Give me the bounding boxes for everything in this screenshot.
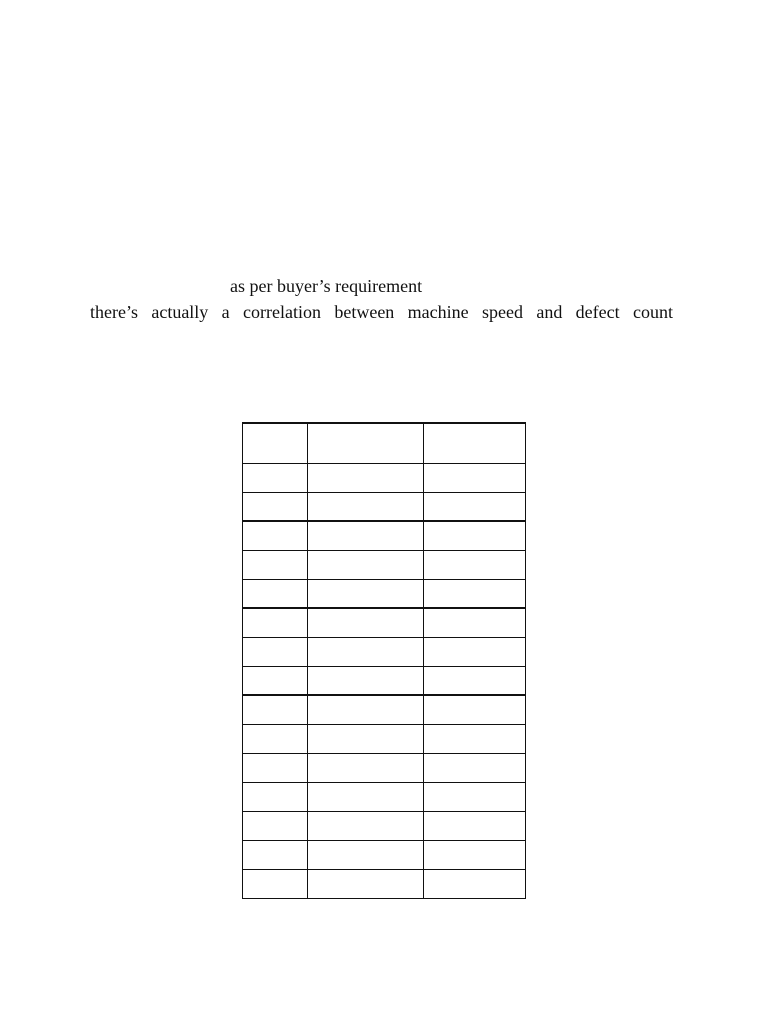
table-row [243,869,526,898]
table-cell [243,608,308,637]
table-cell [243,550,308,579]
table-row [243,811,526,840]
table-cell [308,840,424,869]
table-cell [308,724,424,753]
table-cell [308,811,424,840]
table-cell [308,423,424,463]
table-cell [308,521,424,550]
table-cell [308,666,424,695]
table-cell [424,753,526,782]
table-cell [243,753,308,782]
table-cell [424,637,526,666]
table-cell [243,811,308,840]
table-cell [243,579,308,608]
table-cell [308,695,424,724]
table-cell [424,666,526,695]
table-cell [243,724,308,753]
table-cell [424,423,526,463]
table-cell [424,463,526,492]
table-cell [424,579,526,608]
table-cell [308,753,424,782]
table-row [243,695,526,724]
table-cell [424,782,526,811]
table-row [243,753,526,782]
table-cell [424,550,526,579]
table-row [243,550,526,579]
table-row [243,579,526,608]
table-cell [308,608,424,637]
table-row [243,463,526,492]
table-row [243,782,526,811]
table-cell [308,492,424,521]
table-cell [308,782,424,811]
table-cell [243,423,308,463]
table-cell [424,869,526,898]
table-cell [308,463,424,492]
text-line-correlation: there’s actually a correlation between machine speed and defect count [90,302,673,322]
table-cell [308,550,424,579]
table-cell [424,724,526,753]
table-row [243,492,526,521]
table-cell [243,492,308,521]
table-row [243,423,526,463]
empty-table [242,422,526,899]
table-cell [243,840,308,869]
table-cell [424,695,526,724]
table-cell [424,840,526,869]
table-cell [308,869,424,898]
table-cell [424,811,526,840]
table-cell [424,521,526,550]
table-cell [243,666,308,695]
table-cell [243,463,308,492]
table-cell [424,608,526,637]
table-cell [308,637,424,666]
table-cell [424,492,526,521]
table-cell [243,637,308,666]
table-row [243,608,526,637]
table-row [243,666,526,695]
table-cell [243,869,308,898]
table-row [243,521,526,550]
table-row [243,637,526,666]
table-cell [243,521,308,550]
text-line-buyer-requirement: as per buyer’s requirement [230,276,423,296]
table-row [243,724,526,753]
table-cell [243,695,308,724]
table-cell [308,579,424,608]
table-cell [243,782,308,811]
table-row [243,840,526,869]
